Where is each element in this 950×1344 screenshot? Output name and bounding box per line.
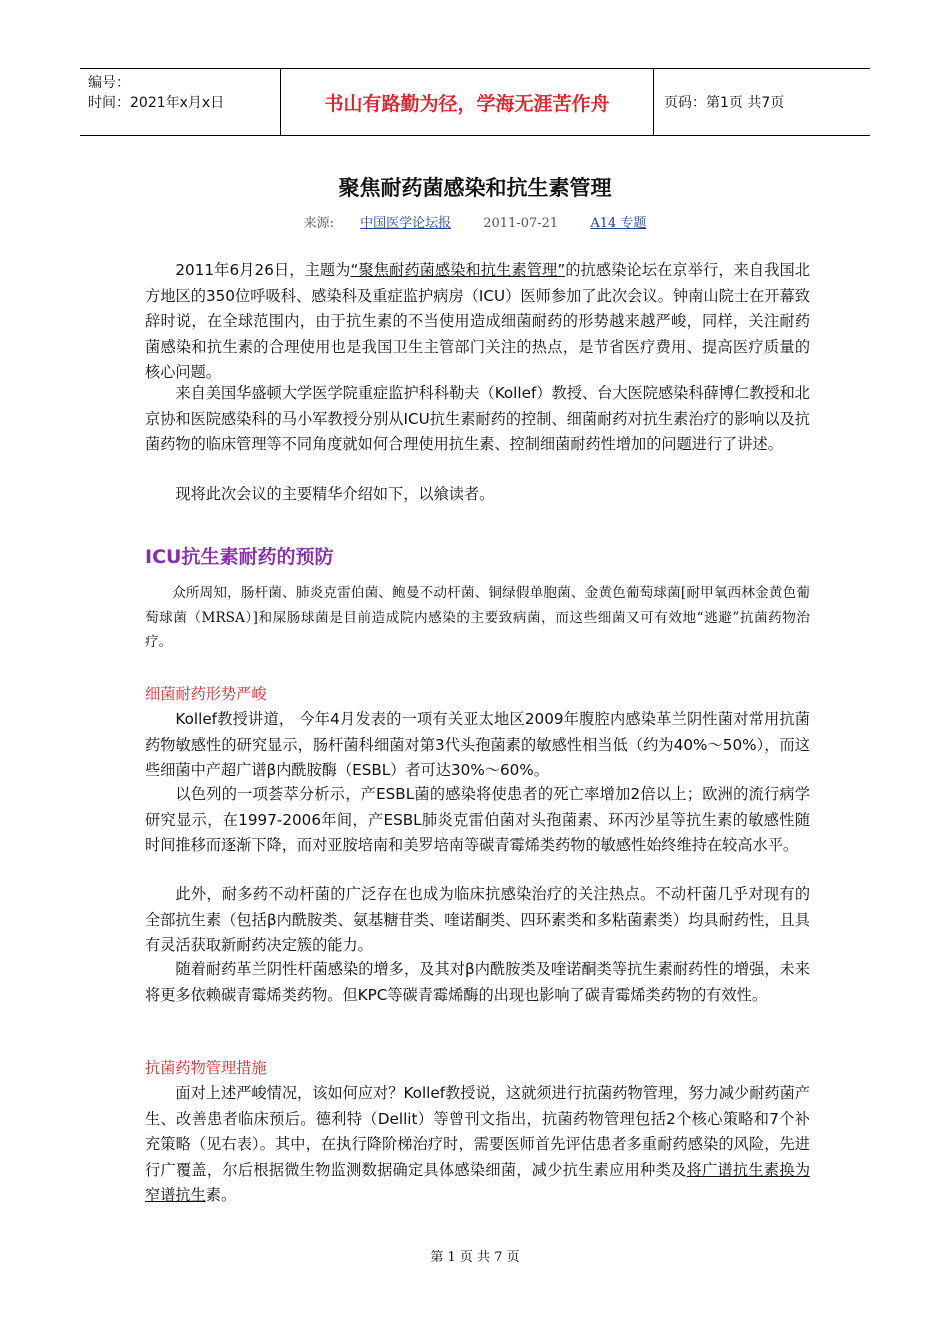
intro-paragraph-3: 现将此次会议的主要精华介绍如下，以飨读者。 — [175, 485, 495, 503]
management-p1-end: 素。 — [205, 1186, 237, 1205]
section-lead-paragraph: 众所周知，肠杆菌、肺炎克雷伯菌、鲍曼不动杆菌、铜绿假单胞菌、金黄色葡萄球菌[耐甲氧西林金黄色葡萄球菌（MRSA）]和屎肠球菌是目前造成院内感染的主要致病菌，而这些细菌又可有效地“逃避”抗菌药物治疗。 — [145, 585, 810, 651]
header-table — [80, 68, 870, 136]
topic-link[interactable]: A14 专题 — [590, 216, 647, 231]
page-footer: 第 1 页 共 7 页 — [430, 1250, 520, 1265]
source-label: 来源: — [303, 216, 334, 231]
management-underlined: 将广谱抗生素换为窄谱抗生 — [145, 1160, 811, 1205]
resistance-paragraph-2: 以色列的一项荟萃分析示，产ESBL菌的感染将使患者的死亡率增加2倍以上；欧洲的流行病学研究显示，在1997-2006年间，产ESBL肺炎克雷伯菌对头孢菌素、环丙沙星等抗生素的敏感性随时间推移而逐渐下降，而对亚胺培南和美罗培南等碳青霉烯类药物的敏感性始终维持在较高水平。 — [145, 785, 810, 855]
intro-paragraph-1 — [145, 258, 810, 386]
intro-paragraph-2: 来自美国华盛顿大学医学院重症监护科科勒夫（Kollef）教授、台大医院感染科薛博仁教授和北京协和医院感染科的马小军教授分别从ICU抗生素耐药的控制、细菌耐药对抗生素治疗的影响以及抗菌药物的临床管理等不同角度就如何合理使用抗生素、控制细菌耐药性增加的问题进行了讲述。 — [145, 384, 810, 454]
resistance-paragraph-3: 此外，耐多药不动杆菌的广泛存在也成为临床抗感染治疗的关注热点。不动杆菌几乎对现有的全部抗生素（包括β内酰胺类、氨基糖苷类、喹诺酮类、四环素类和多粘菌素类）均具耐药性，且具有灵活获取新耐药决定簇的能力。 — [145, 885, 810, 955]
page-info: 页码：第1页 共7页 — [664, 95, 785, 111]
intro-p1-start: 2011年6月26日，主题为 — [175, 261, 351, 279]
article-title: 聚焦耐药菌感染和抗生素管理 — [338, 176, 612, 200]
section-heading-icu: ICU抗生素耐药的预防 — [145, 546, 334, 568]
management-p1-start: 面对上述严峻情况，该如何应对？Kollef教授说，这就须进行抗菌药物管理，努力减少耐药菌产生、改善患者临床预后。德利特（Dellit）等曾刊文指出，抗菌药物管理包括2个核心策略和7个补充策略（见右表）。其中，在执行降阶梯治疗时，需要医师首先评估患者多重耐药感染的风险，先进行广覆盖，尔后根据微生物监测数据确定具体感染细菌，减少抗生素应用种类及 — [145, 1084, 810, 1179]
subheading-resistance: 细菌耐药形势严峻 — [145, 685, 267, 703]
header-left-cell — [80, 69, 281, 135]
motto: 书山有路勤为径，学海无涯苦作舟 — [281, 69, 654, 135]
number-label: 编号： — [88, 75, 130, 91]
resistance-paragraph-4: 随着耐药革兰阴性杆菌感染的增多，及其对β内酰胺类及喹诺酮类等抗生素耐药性的增强，未来将更多依赖碳青霉烯类药物。但KPC等碳青霉烯酶的出现也影响了碳青霉烯类药物的有效性。 — [145, 960, 810, 1004]
intro-theme-link[interactable]: “聚焦耐药菌感染和抗生素管理” — [350, 261, 566, 279]
subheading-management: 抗菌药物管理措施 — [145, 1059, 267, 1077]
time-label: 时间：2021年x月x日 — [88, 95, 225, 111]
resistance-paragraph-1: Kollef教授讲道， 今年4月发表的一项有关亚太地区2009年腹腔内感染革兰阴性菌对常用抗菌药物敏感性的研究显示，肠杆菌科细菌对第3代头孢菌素的敏感性相当低（约为40%～50%），而这些细菌中产超广谱β内酰胺酶（ESBL）者可达30%～60%。 — [145, 710, 810, 780]
article-meta — [0, 212, 950, 231]
article-date: 2011-07-21 — [483, 216, 559, 231]
source-link[interactable]: 中国医学论坛报 — [360, 216, 452, 231]
management-paragraph-1 — [145, 1081, 810, 1209]
intro-p1-rest: 的抗感染论坛在京举行，来自我国北方地区的350位呼吸科、感染科及重症监护病房（ICU）医师参加了此次会议。钟南山院士在开幕致辞时说，在全球范围内，由于抗生素的不当使用造成细菌耐药的形势越来越严峻，同样，关注耐药菌感染和抗生素的合理使用也是我国卫生主管部门关注的热点，是节省医疗费用、提高医疗质量的核心问题。 — [145, 261, 811, 382]
